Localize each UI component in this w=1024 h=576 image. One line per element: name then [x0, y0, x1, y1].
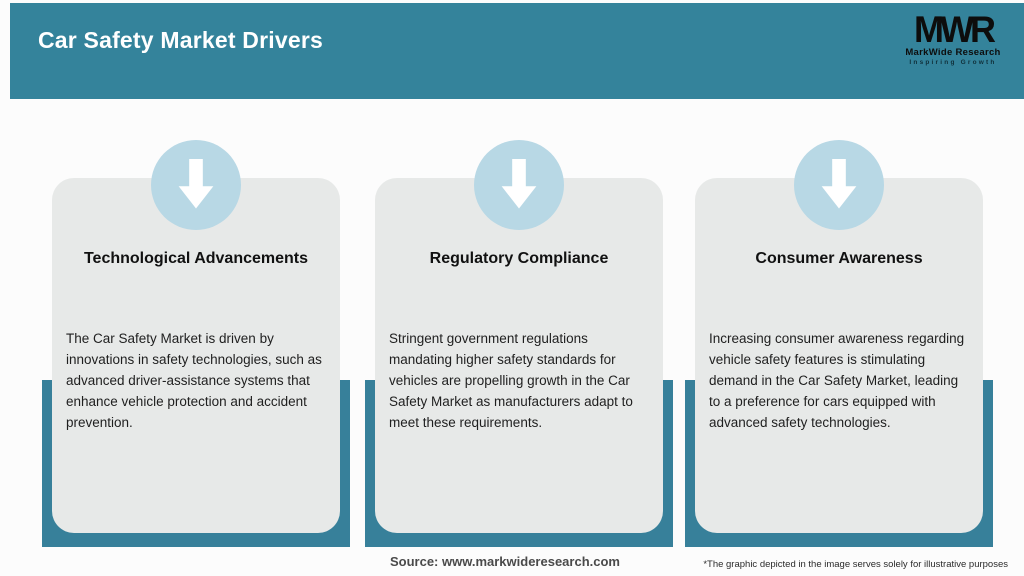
logo-monogram: MWR [914, 8, 992, 51]
down-arrow-icon [488, 148, 550, 222]
card-text: Stringent government regulations mandating higher safety standards for vehicles are propelling growth in the Car Safety Market as manufacturers adapt to meet these requirements. [389, 331, 633, 430]
page-title: Car Safety Market Drivers [38, 27, 323, 53]
driver-card [695, 178, 983, 533]
card-title: Consumer Awareness [755, 250, 923, 267]
source-text: Source: www.markwideresearch.com [389, 554, 620, 569]
driver-card [375, 178, 663, 533]
card-title: Regulatory Compliance [429, 250, 609, 267]
logo-company-name: MarkWide Research [905, 47, 1001, 58]
driver-card [52, 178, 340, 533]
down-arrow-badge [794, 140, 884, 230]
down-arrow-icon [808, 148, 870, 222]
driver-column-3 [685, 0, 993, 576]
card-text: The Car Safety Market is driven by innovations in safety technologies, such as advanced driver-assistance systems that enhance vehicle protection and accident prevention. [66, 331, 322, 430]
card-text: Increasing consumer awareness regarding vehicle safety features is stimulating demand in the Car Safety Market, leading to a preference for cars equipped with advanced safety technologies. [709, 331, 965, 430]
logo-tagline: Inspiring Growth [909, 59, 997, 66]
card-title: Technological Advancements [83, 250, 309, 267]
down-arrow-badge [474, 140, 564, 230]
driver-column-1 [42, 0, 350, 576]
down-arrow-badge [151, 140, 241, 230]
disclaimer-text: *The graphic depicted in the image serves solely for illustrative purposes [703, 559, 1008, 570]
down-arrow-icon [165, 148, 227, 222]
driver-column-2 [365, 0, 673, 576]
